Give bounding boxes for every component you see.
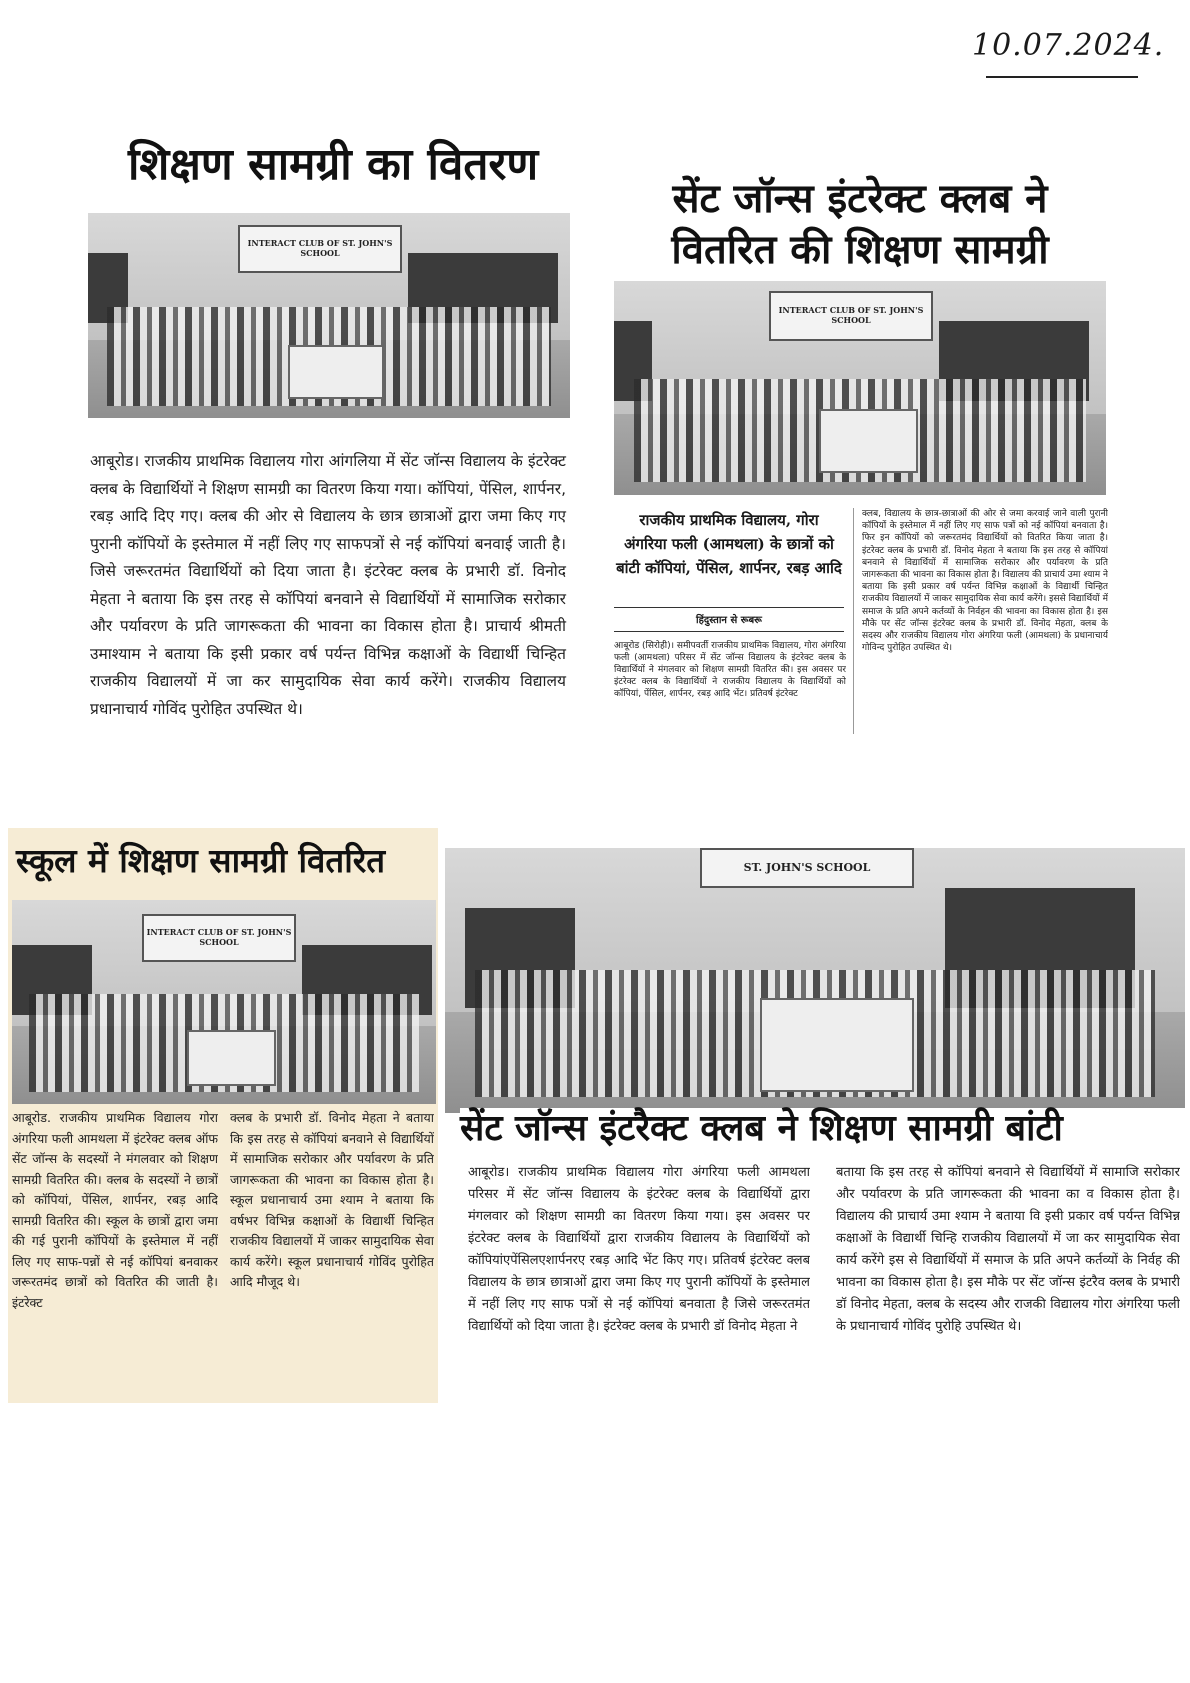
article-3-col1: आबूरोड. राजकीय प्राथमिक विद्यालय गोरा अंगरिया फली आमथला में इंटरेक्ट क्लब ऑफ सेंट जॉन्स के सदस्यों ने मंगलवार को शिक्षण सामग्री वितरित की। क्लब के सदस्यों ने छात्रों को कॉपियां, पेंसिल, शार्पनर, रबड़ आदि सामग्री वितरित की। स्कूल के छात्रों द्वारा जमा की गई पुरानी कॉपियों के इस्तेमाल में नहीं लिए गए साफ-पन्नों से नई कॉपियां बनवाकर जरूरतमंद छात्रों को वितरित की जाती है। इंटरेक्ट: [12, 1110, 218, 1310]
date-underline: [986, 76, 1138, 78]
handwritten-date: 10.07.2024.: [972, 28, 1165, 63]
article-1-photo: [88, 213, 570, 418]
article-3: [8, 828, 438, 1403]
article-4-headline: सेंट जॉन्स इंटरैक्ट क्लब ने शिक्षण सामग्री बांटी: [460, 1108, 1185, 1149]
article-3-headline: स्कूल में शिक्षण सामग्री वितरित: [16, 841, 386, 880]
article-2-source: हिंदुस्तान से रूबरू: [696, 615, 762, 626]
article-1-headline: शिक्षण सामग्री का वितरण: [128, 139, 539, 190]
article-4-photo: [445, 848, 1185, 1113]
article-2-photo-board: INTERACT CLUB OF ST. JOHN'S SCHOOL: [769, 291, 933, 341]
article-2-col2: क्लब, विद्यालय के छात्र-छात्राओं की ओर से जमा करवाई जाने वाली पुरानी कॉपियों के इस्तेमाल में नहीं लिए गए साफ पत्रों को नई कॉपियां बनवाता है। फिर इन कॉपियों को जरूरतमंद विद्यार्थियों को वितरित किया जाता है। इंटरेक्ट क्लब के प्रभारी डॉ. विनोद मेहता ने बताया कि इस तरह से कॉपियां बनवाने से विद्यार्थियों में सामाजिक सरोकार और पर्यावरण के प्रति जागरूकता की भावना का विकास होता है। विद्यालय की प्राचार्य उमा श्याम ने बताया कि इसी प्रकार वर्ष पर्यन्त विभिन्न कक्षाओं के विद्यार्थी चिन्हित राजकीय विद्यालयों में जाकर सामुदायिक सेवा कार्य करेंगे। इससे विद्यार्थियों में समाज के प्रति अपने कर्तव्यों के निर्वहन की भावना का विकास होता है। इस मौके पर सेंट जॉन्स इंटरेक्ट क्लब के प्रभारी डॉ. विनोद मेहता, क्लब के सदस्य और राजकीय विद्यालय गोरा अंगरिया फली (आमथला) के प्रधानाचार्य गोविन्द पुरोहित उपस्थित थे।: [862, 509, 1108, 654]
article-3-col2: क्लब के प्रभारी डॉ. विनोद मेहता ने बताया कि इस तरह से कॉपियां बनवाने से विद्यार्थियों में सामाजिक सरोकार और पर्यावरण के प्रति जागरूकता की भावना का विकास होता है। स्कूल प्रधानाचार्य उमा श्याम ने बताया कि वर्षभर विभिन्न कक्षाओं के विद्यार्थी चिन्हित राजकीय विद्यालयों में जाकर सामुदायिक सेवा कार्य करेंगे। स्कूल प्रधानाचार्य गोविंद पुरोहित आदि मौजूद थे।: [230, 1110, 434, 1289]
article-1-photo-board: INTERACT CLUB OF ST. JOHN'S SCHOOL: [238, 225, 402, 273]
article-2-column-divider: [853, 508, 854, 734]
article-4-col1: आबूरोड। राजकीय प्राथमिक विद्यालय गोरा अंगरिया फली आमथला परिसर में सेंट जॉन्स विद्यालय के इंटरेक्ट क्लब के विद्यार्थियों द्वारा मंगलवार को शिक्षण सामग्री का वितरण किया गया। इस अवसर पर इंटरेक्ट क्लब के विद्यार्थियों द्वारा राजकीय विद्यालय के विद्यार्थियों को कॉपियांएपेंसिलएशार्पनरए रबड़ आदि भेंट किए गए। प्रतिवर्ष इंटरेक्ट क्लब विद्यालय के छात्र छात्राओं द्वारा जमा किए गए पुरानी कॉपियों के इस्तेमाल में नहीं लिए गए साफ पत्रों से नई कॉपियां बनवाता है जिसे जरूरतमंत विद्यार्थियों को दिया जाता है। इंटरेक्ट क्लब के प्रभारी डॉ विनोद मेहता ने: [468, 1165, 810, 1334]
article-2-photo: [614, 281, 1106, 495]
article-3-photo-board: INTERACT CLUB OF ST. JOHN'S SCHOOL: [142, 914, 296, 962]
article-2-subheadline: राजकीय प्राथमिक विद्यालय, गोरा अंगरिया फली (आमथला) के छात्रों को बांटी कॉपियां, पेंसिल, शार्पनर, रबड़ आदि: [616, 511, 842, 577]
article-2-byline-rule-top: [614, 607, 844, 608]
article-1-body: आबूरोड। राजकीय प्राथमिक विद्यालय गोरा आंगलिया में सेंट जॉन्स विद्यालय के इंटरेक्ट क्लब के विद्यार्थियों ने शिक्षण सामग्री का वितरण किया गया। कॉपियां, पेंसिल, शार्पनर, रबड़ आदि दिए गए। क्लब की ओर से विद्यालय के छात्र छात्राओं द्वारा जमा किए गए पुरानी कॉपियों के इस्तेमाल में नहीं लिए गए साफपत्रों से नई कॉपियां बनवाई जाती है। जिसे जरूरतमंत विद्यार्थियों को दिया जाता है। इंटरेक्ट क्लब के प्रभारी डॉ. विनोद मेहता ने बताया कि इस तरह से कॉपियां बनवाने से विद्यार्थियों में सामाजिक सरोकार और पर्यावरण के प्रति जागरूकता की भावना का विकास होता है। प्राचार्य श्रीमती उमाश्याम ने बताया कि इसी प्रकार वर्ष पर्यन्त विभिन्न कक्षाओं के विद्यार्थी चिन्हित राजकीय विद्यालयों में जा कर सामुदायिक सेवा कार्य करेंगे। राजकीय विद्यालय प्रधानाचार्य गोविंद पुरोहित उपस्थित थे।: [90, 452, 566, 718]
article-3-photo: [12, 900, 436, 1104]
article-2-headline-line1: सेंट जॉन्स इंटरेक्ट क्लब ने: [672, 175, 1048, 222]
article-2-col1: आबूरोड (सिरोही)। समीपवर्ती राजकीय प्राथमिक विद्यालय, गोरा अंगरिया फली (आमथला) परिसर में सेंट जॉन्स विद्यालय के इंटरेक्ट क्लब के विद्यार्थियों ने मंगलवार को शिक्षण सामग्री वितरित की। इस अवसर पर इंटरेक्ट क्लब के विद्यार्थियों ने राजकीय विद्यालय के विद्यार्थियों को कॉपियां, पेंसिल, शार्पनर, रबड़ आदि भेंट। प्रतिवर्ष इंटरेक्ट: [614, 641, 846, 699]
article-2-headline-line2: वितरित की शिक्षण सामग्री: [671, 226, 1049, 273]
article-2-byline-rule-bottom: [614, 631, 844, 632]
article-4-col2: बताया कि इस तरह से कॉपियां बनवाने से विद्यार्थियों में सामाजि सरोकार और पर्यावरण के प्रति जागरूकता की भावना का व विकास होता है। विद्यालय की प्राचार्य उमा श्याम ने बताया वि इसी प्रकार वर्ष पर्यन्त विभिन्न कक्षाओं के विद्यार्थी चिन्हि राजकीय विद्यालयों में जा कर सामुदायिक सेवा कार्य करेंगे इस से विद्यार्थियों में समाज के प्रति अपने कर्तव्यों के निर्वह की भावना का विकास होता है। इस मौके पर सेंट जॉन्स इंटरैव क्लब के प्रभारी डॉ विनोद मेहता, क्लब के सदस्य और राजकी विद्यालय गोरा अंगरिया फली के प्रधानाचार्य गोविंद पुरोहि उपस्थित थे।: [836, 1165, 1180, 1334]
article-4-photo-board: ST. JOHN'S SCHOOL: [700, 848, 914, 888]
